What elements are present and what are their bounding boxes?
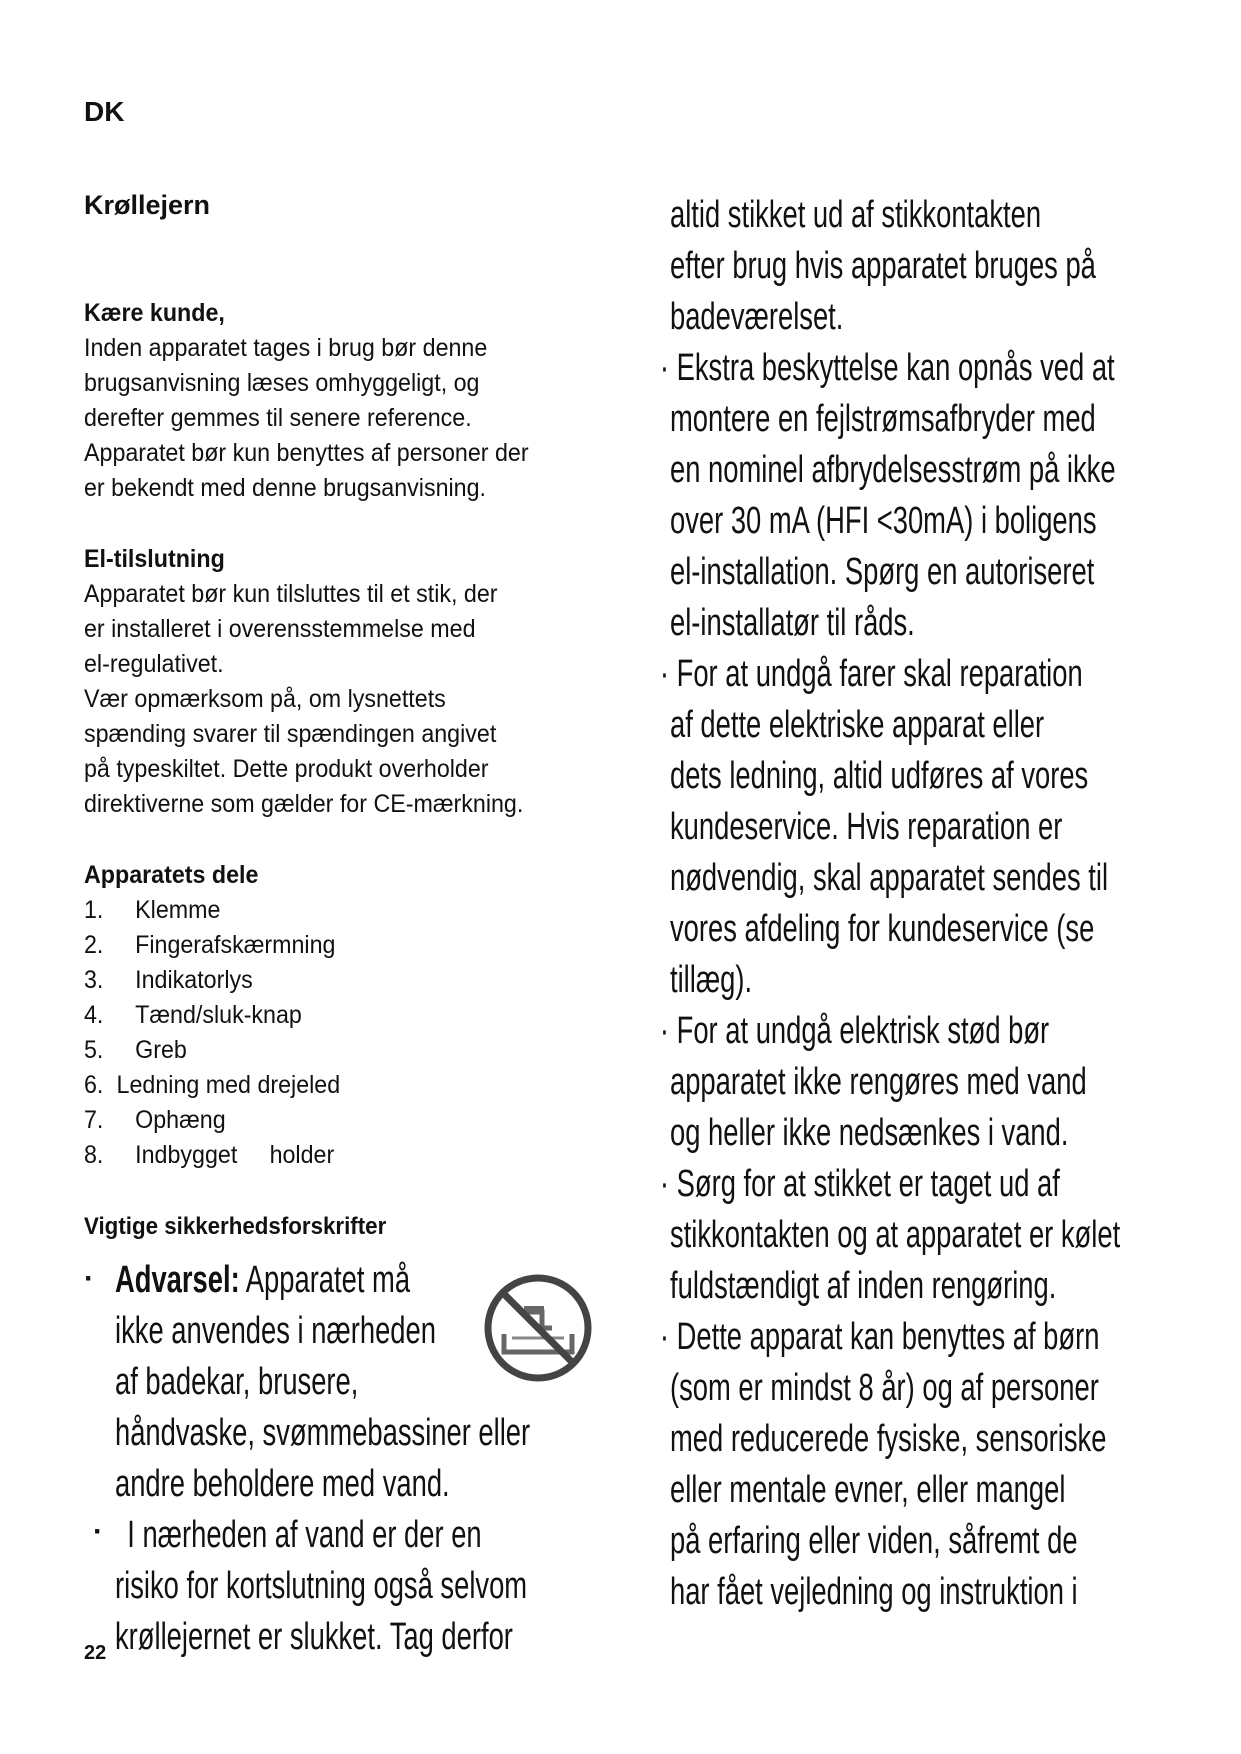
item-number: 3. [84, 966, 104, 994]
text-line: af badekar, brusere, [115, 1361, 359, 1403]
list-item [84, 998, 549, 1033]
item-label: Ledning med drejeled [116, 1071, 341, 1099]
text-line: med reducerede fysiske, sensoriske [670, 1418, 1107, 1460]
text-line: · Ekstra beskyttelse kan opnås ved at [659, 347, 1115, 389]
text-fragment: Apparatet må [239, 1259, 411, 1301]
no-bathtub-icon [482, 1272, 594, 1384]
text-line: · Dette apparat kan benyttes af børn [659, 1316, 1100, 1358]
right-column-text [659, 190, 1121, 1618]
text-line: I nærheden af vand er der en [127, 1514, 482, 1556]
greeting-heading: Kære kunde, [84, 299, 225, 327]
text-line: badeværelset. [670, 296, 844, 338]
text-line: Inden apparatet tages i brug bør denne [84, 334, 488, 362]
text-line: af dette elektriske apparat eller [670, 704, 1045, 746]
text-line: el-installation. Spørg en autoriseret [670, 551, 1095, 593]
text-line: over 30 mA (HFI <30mA) i boligens [670, 500, 1097, 542]
item-number: 4. [84, 1001, 104, 1029]
list-item [84, 1103, 549, 1138]
text-line: vores afdeling for kundeservice (se [670, 908, 1095, 950]
list-item [84, 963, 549, 998]
list-item [84, 1138, 549, 1173]
safety-heading: Vigtige sikkerhedsforskrifter [84, 1213, 387, 1240]
text-line [115, 1255, 530, 1306]
text-line: apparatet ikke rengøres med vand [670, 1061, 1087, 1103]
item-label: Fingerafskærmning [135, 931, 336, 959]
electrical-heading: El-tilslutning [84, 545, 225, 573]
item-label: Indikatorlys [135, 966, 253, 994]
text-line: eller mentale evner, eller mangel [670, 1469, 1066, 1511]
list-item [84, 928, 549, 963]
text-line: krøllejernet er slukket. Tag derfor [115, 1616, 513, 1658]
item-number: 1. [84, 896, 104, 924]
warning-text [115, 1255, 530, 1510]
item-label: Tænd/sluk-knap [135, 1001, 302, 1029]
text-line: ikke anvendes i nærheden [115, 1310, 436, 1352]
text-line: · Sørg for at stikket er taget ud af [659, 1163, 1060, 1205]
text-line: på erfaring eller viden, såfremt de [670, 1520, 1078, 1562]
language-code: DK [84, 96, 125, 127]
text-line: (som er mindst 8 år) og af personer [670, 1367, 1099, 1409]
text-line: Apparatet bør kun tilsluttes til et stik, der [84, 580, 498, 608]
item-number: 2. [84, 931, 104, 959]
text-line: nødvendig, skal apparatet sendes til [670, 857, 1109, 899]
parts-list [84, 893, 549, 1173]
text-line: altid stikket ud af stikkontakten [670, 194, 1042, 236]
item-label: Ophæng [135, 1106, 226, 1134]
text-line: · For at undgå farer skal reparation [659, 653, 1083, 695]
item-number: 8. [84, 1141, 104, 1169]
text-line: fuldstændigt af inden rengøring. [670, 1265, 1057, 1307]
text-line: direktiverne som gælder for CE-mærkning. [84, 790, 524, 818]
item-label: Greb [135, 1036, 187, 1064]
text-line: derefter gemmes til senere reference. [84, 404, 472, 432]
text-line: har fået vejledning og instruktion i [670, 1571, 1078, 1613]
page-number: 22 [84, 1642, 107, 1664]
text-line: er installeret i overensstemmelse med [84, 615, 476, 643]
list-item [84, 893, 549, 928]
text-line: håndvaske, svømmebassiner eller [115, 1412, 531, 1454]
parts-heading: Apparatets dele [84, 861, 259, 889]
list-item [84, 1033, 549, 1068]
item-label: Klemme [135, 896, 221, 924]
text-line: Vær opmærksom på, om lysnettets [84, 685, 446, 713]
water-warning-text [115, 1510, 527, 1663]
text-line: er bekendt med denne brugsanvisning. [84, 474, 486, 502]
text-line: efter brug hvis apparatet bruges på [670, 245, 1096, 287]
text-line: og heller ikke nedsænkes i vand. [670, 1112, 1069, 1154]
item-number: 7. [84, 1106, 104, 1134]
item-number: 5. [84, 1036, 104, 1064]
text-line: en nominel afbrydelsesstrøm på ikke [670, 449, 1116, 491]
text-line: montere en fejlstrømsafbryder med [670, 398, 1096, 440]
bullet-symbol: · [84, 1262, 94, 1295]
text-line: stikkontakten og at apparatet er kølet [670, 1214, 1121, 1256]
text-line: Apparatet bør kun benyttes af personer der [84, 439, 529, 467]
text-line: dets ledning, altid udføres af vores [670, 755, 1089, 797]
text-line: risiko for kortslutning også selvom [115, 1565, 528, 1607]
bullet-symbol: · [93, 1515, 103, 1548]
text-line: på typeskiltet. Dette produkt overholder [84, 755, 489, 783]
greeting-text [84, 331, 529, 506]
list-item [84, 1068, 549, 1103]
warning-label: Advarsel: [115, 1259, 240, 1301]
text-line: tillæg). [670, 959, 753, 1001]
text-line: brugsanvisning læses omhyggeligt, og [84, 369, 480, 397]
text-line: · For at undgå elektrisk stød bør [659, 1010, 1050, 1052]
electrical-text [84, 577, 523, 822]
text-line: el-regulativet. [84, 650, 224, 678]
item-label: Indbygget holder [135, 1141, 335, 1169]
text-line: andre beholdere med vand. [115, 1463, 450, 1505]
text-line: kundeservice. Hvis reparation er [670, 806, 1063, 848]
text-line: spænding svarer til spændingen angivet [84, 720, 497, 748]
page-title: Krøllejern [84, 190, 211, 220]
item-number: 6. [84, 1071, 104, 1099]
text-line: el-installatør til råds. [670, 602, 915, 644]
